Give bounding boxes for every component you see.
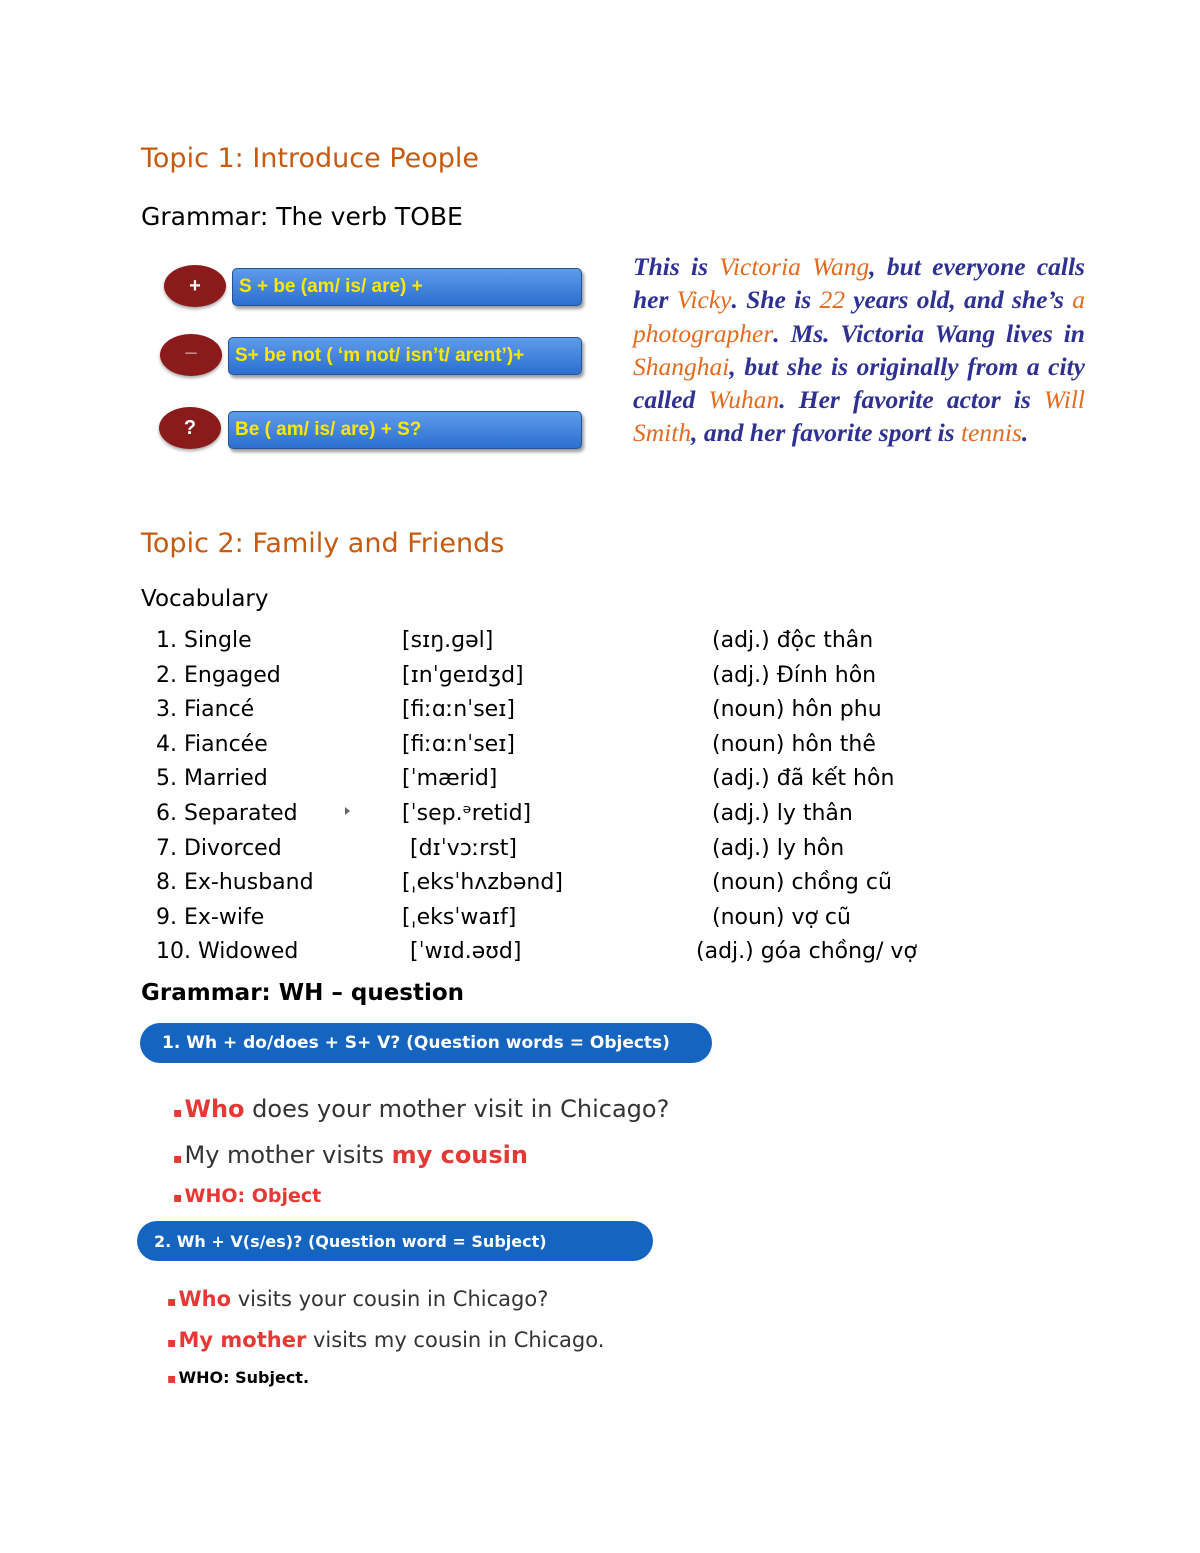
example2-answer-rest: visits my cousin in Chicago. xyxy=(306,1328,605,1352)
paragraph-text: , and her favorite sport is xyxy=(691,418,961,448)
vocab-row xyxy=(0,663,1000,697)
topic1-title: Topic 1: Introduce People xyxy=(141,143,480,174)
paragraph-highlight: Vicky xyxy=(676,285,732,315)
question-symbol: ? xyxy=(159,407,221,449)
vocab-meaning: (noun) vợ cũ xyxy=(712,904,851,930)
vocabulary-title: Vocabulary xyxy=(141,586,269,612)
vocab-meaning: (noun) hôn thê xyxy=(712,731,876,757)
vocab-word: 9. Ex-wife xyxy=(156,904,265,930)
vocab-word: 4. Fiancée xyxy=(156,731,268,757)
rule1-banner: 1. Wh + do/does + S+ V? (Question words = Objects) xyxy=(140,1023,712,1063)
paragraph-highlight: a photographer xyxy=(633,285,1085,348)
vocab-ipa: [sɪŋ.ɡəl] xyxy=(402,628,494,653)
paragraph-text: This is xyxy=(633,252,720,281)
example2-note-text: WHO: Subject. xyxy=(178,1368,310,1387)
vocab-ipa: [fiːɑːnˈseɪ] xyxy=(402,731,515,757)
vocab-ipa: [ˈmærid] xyxy=(402,766,498,792)
topic1-grammar-title: Grammar: The verb TOBE xyxy=(141,202,463,231)
vocab-word: 5. Married xyxy=(156,766,268,792)
example1-answer-object: my cousin xyxy=(391,1141,528,1169)
vocab-row xyxy=(0,939,1000,973)
vocab-word: 2. Engaged xyxy=(156,662,281,688)
vocabulary-list xyxy=(0,628,1000,973)
vocab-ipa: [ˈsep.ᵊretid] xyxy=(402,801,532,826)
vocab-word: 6. Separated xyxy=(156,801,298,826)
vocab-row xyxy=(0,905,1000,939)
vocab-row xyxy=(0,801,1000,835)
vocab-meaning: (adj.) góa chồng/ vợ xyxy=(696,939,917,965)
vocab-word: 8. Ex-husband xyxy=(156,870,314,896)
vocab-meaning: (adj.) độc thân xyxy=(712,628,874,653)
paragraph-text: , but she is originally from a city called xyxy=(633,351,1085,415)
topic2-title: Topic 2: Family and Friends xyxy=(141,528,505,559)
vocab-row xyxy=(0,766,1000,800)
paragraph-text: . She is xyxy=(731,285,820,315)
vocab-meaning: (adj.) đã kết hôn xyxy=(712,766,895,792)
example1-answer-rest: My mother visits xyxy=(184,1141,392,1169)
example2-question-word: Who xyxy=(178,1287,232,1311)
vocab-ipa: [ˌeksˈwaɪf] xyxy=(402,904,517,930)
vocab-meaning: (adj.) ly thân xyxy=(712,801,853,826)
rule2-banner: 2. Wh + V(s/es)? (Question word = Subject) xyxy=(137,1221,653,1261)
example2-question-rest: visits your cousin in Chicago? xyxy=(231,1287,549,1311)
victoria-paragraph xyxy=(633,250,1085,450)
paragraph-text: . Ms. Victoria Wang lives in xyxy=(773,318,1085,348)
vocab-meaning: (noun) chồng cũ xyxy=(712,870,892,896)
vocab-word: 7. Divorced xyxy=(156,835,282,861)
paragraph-highlight: Victoria Wang xyxy=(719,252,870,281)
paragraph-highlight: 22 xyxy=(819,285,845,315)
paragraph-text: years old, and she’s xyxy=(844,285,1073,315)
example2-question: ▪Who visits your cousin in Chicago? xyxy=(167,1287,549,1311)
question-formula: Be ( am/ is/ are) + S? xyxy=(228,411,582,449)
vocab-ipa: [ˌeksˈhʌzbənd] xyxy=(402,870,563,896)
paragraph-highlight: Wuhan xyxy=(708,385,780,415)
example1-note-text: WHO: Object xyxy=(184,1185,322,1207)
vocab-meaning: (noun) hôn phu xyxy=(712,697,882,723)
vocab-ipa: [ɪnˈɡeɪdʒd] xyxy=(402,662,524,688)
example2-note: ▪ WHO: Subject. xyxy=(167,1368,310,1387)
paragraph-highlight: tennis xyxy=(961,418,1022,448)
example1-note: ▪ WHO: Object xyxy=(173,1185,322,1207)
paragraph-highlight: Will Smith xyxy=(633,385,1085,448)
negative-symbol: _ xyxy=(160,334,222,376)
example2-answer-subject: My mother xyxy=(178,1328,307,1352)
affirmative-symbol: + xyxy=(164,265,226,307)
vocab-word: 10. Widowed xyxy=(156,939,299,965)
vocab-row xyxy=(0,732,1000,766)
example1-question: ▪Who does your mother visit in Chicago? xyxy=(173,1095,670,1123)
paragraph-highlight: Shanghai xyxy=(633,351,730,381)
vocab-word: 1. Single xyxy=(156,628,252,653)
example1-question-word: Who xyxy=(184,1095,245,1123)
vocab-ipa: [ˈwɪd.əʊd] xyxy=(410,939,522,965)
example2-answer: ▪My mother visits my cousin in Chicago. xyxy=(167,1328,605,1352)
paragraph-text: . Her favorite actor is xyxy=(779,385,1044,415)
vocab-word: 3. Fiancé xyxy=(156,697,255,723)
vocab-row xyxy=(0,836,1000,870)
vocab-row xyxy=(0,697,1000,731)
example1-answer: ▪My mother visits my cousin xyxy=(173,1141,528,1169)
vocab-meaning: (adj.) ly hôn xyxy=(712,835,845,861)
mouse-cursor-icon xyxy=(345,807,350,815)
vocab-meaning: (adj.) Đính hôn xyxy=(712,662,877,688)
example1-question-rest: does your mother visit in Chicago? xyxy=(244,1095,670,1123)
paragraph-text: . xyxy=(1021,418,1029,448)
vocab-row xyxy=(0,870,1000,904)
paragraph-text: , but everyone calls her xyxy=(633,252,1085,315)
vocab-ipa: [dɪˈvɔːrst] xyxy=(410,835,518,861)
affirmative-formula: S + be (am/ is/ are) + xyxy=(232,268,582,306)
negative-formula: S+ be not ( ‘m not/ isn’t/ arent’)+ xyxy=(228,337,582,375)
vocab-ipa: [fiːɑːnˈseɪ] xyxy=(402,697,515,723)
vocab-row xyxy=(0,628,1000,662)
wh-grammar-title: Grammar: WH – question xyxy=(141,980,465,1006)
